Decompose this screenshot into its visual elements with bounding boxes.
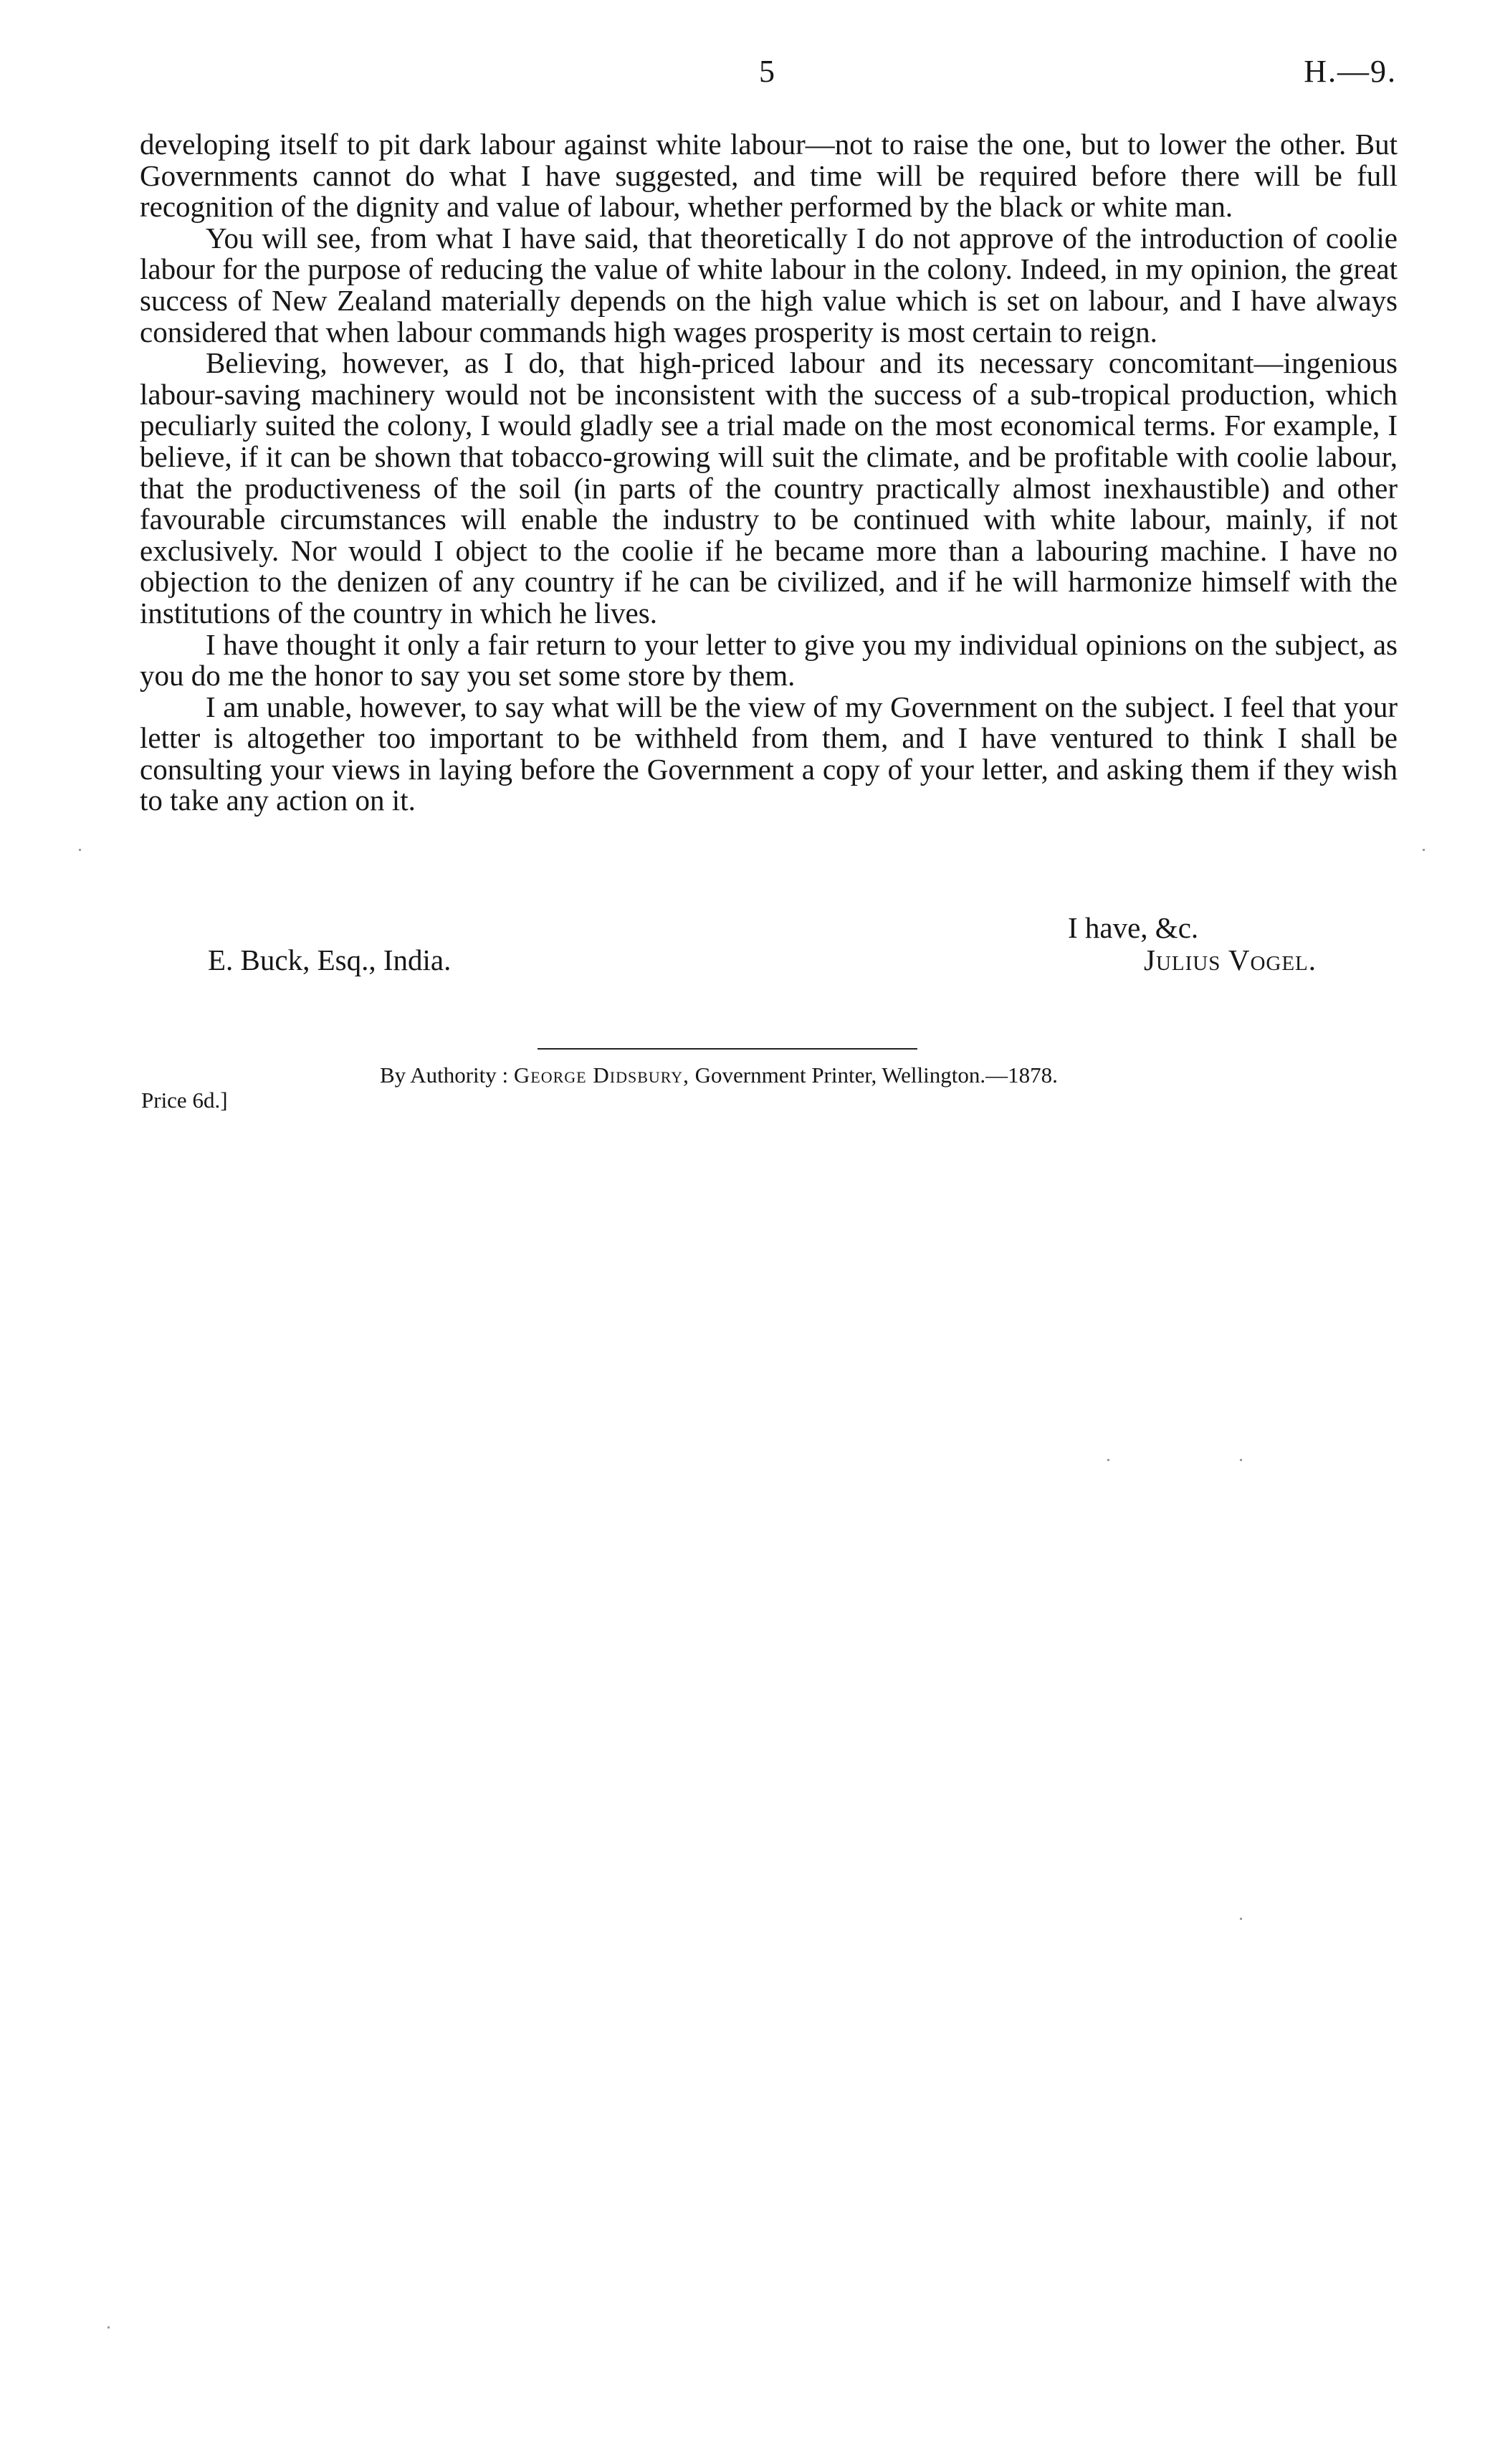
document-reference: H.—9. (1304, 54, 1397, 89)
imprint-suffix: Government Printer, Wellington.—1878. (694, 1062, 1058, 1088)
scan-speck (1240, 1918, 1242, 1920)
scan-speck (1240, 1459, 1242, 1461)
paragraph-high-priced-labour: Believing, however, as I do, that high-priced labour and its necessary concomitant—ingenious labour-saving machinery would not be inconsistent with the success of a sub-tropical production, which peculiarly suited the colony, I would gladly see a trial made on the most economical terms. For example, I believe, if it can be shown that tobacco-growing will suit the climate, and be profitable with coolie labour, that the productiveness of the soil (in parts of the country practically almost inexhaustible) and other favourable circumstances will enable the industry to be continued with white labour, mainly, if not exclusively. Nor would I object to the coolie if he became more than a labouring machine. I have no objection to the denizen of any country if he can be civilized, and if he will harmonize himself with the institutions of the country in which he lives. (140, 346, 1398, 629)
scan-speck (79, 849, 81, 851)
letter-body (140, 129, 1398, 817)
paragraph-individual-opinions: I have thought it only a fair return to your letter to give you my individual opinions on the subject, as you do me the honor to say you set some store by them. (140, 627, 1398, 693)
scan-speck (1423, 849, 1425, 851)
valediction: I have, &c. (1068, 911, 1199, 944)
scan-speck (1107, 1459, 1109, 1461)
addressee: E. Buck, Esq., India. (208, 943, 452, 976)
imprint-prefix: By Authority : (380, 1062, 509, 1088)
printer-imprint (380, 1061, 1058, 1090)
footer-divider (538, 1048, 917, 1050)
paragraph-government-view: I am unable, however, to say what will be the view of my Government on the subject. I feel that your letter is altogether too important to be withheld from them, and I have ventured to think I shall be consulting your views in laying before the Government a copy of your letter, and asking them if they wish to take any action on it. (140, 690, 1398, 817)
signature: Julius Vogel. (1144, 943, 1317, 976)
scan-speck (108, 2326, 110, 2329)
page-number: 5 (759, 54, 775, 89)
printer-name: George Didsbury, (513, 1062, 689, 1088)
price-label: Price 6d.] (141, 1088, 228, 1113)
paragraph-continuation: developing itself to pit dark labour against white labour—not to raise the one, but to lower the other. But Governments cannot do what I have suggested, and time will be required before there will be full recognition of the dignity and value of labour, whether performed by the black or white man. (140, 128, 1398, 224)
paragraph-coolie-labour: You will see, from what I have said, that theoretically I do not approve of the introduction of coolie labour for the purpose of reducing the value of white labour in the colony. Indeed, in my opinion, the great success of New Zealand materially depends on the high value which is set on labour, and I have always considered that when labour commands high wages prosperity is most certain to reign. (140, 221, 1398, 348)
